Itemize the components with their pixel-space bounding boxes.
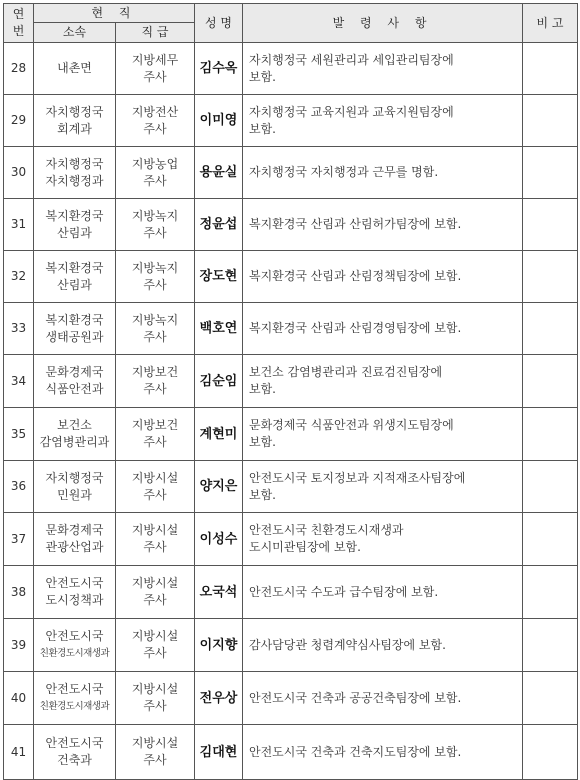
current-dept: [34, 199, 116, 251]
row-number: 37: [4, 513, 34, 566]
table-row: [4, 408, 578, 461]
dept-line: 관광산업과: [45, 540, 104, 554]
row-note: [523, 725, 578, 780]
row-note: [523, 566, 578, 619]
table-row: [4, 513, 578, 566]
appointment-order: [243, 95, 523, 147]
grade-line: 주사: [143, 121, 167, 136]
dept-line: 안전도시국: [45, 629, 104, 643]
current-dept: [34, 513, 116, 566]
current-dept: [34, 408, 116, 461]
current-dept: [34, 303, 116, 355]
row-number: 36: [4, 461, 34, 513]
order-line: 감사담당관 청렴계약심사팀장에 보함.: [249, 637, 446, 652]
personnel-table: [3, 3, 578, 780]
dept-line: 자치행정국: [45, 104, 104, 119]
grade-line: 주사: [143, 69, 167, 84]
dept-line: 보건소: [57, 418, 92, 432]
row-note: [523, 672, 578, 725]
person-name: 장도현: [195, 251, 243, 303]
order-line: 복지환경국 산림과 산림경영팀장에 보함.: [249, 321, 462, 335]
dept-line: 자치행정국: [45, 470, 104, 485]
dept-line: 자치행정국: [45, 156, 104, 171]
dept-line: 문화경제국: [45, 365, 104, 379]
appointment-order: [243, 303, 523, 355]
dept-line: 복지환경국: [45, 260, 104, 275]
person-name: 김순임: [195, 355, 243, 408]
appointment-order: [243, 199, 523, 251]
current-grade: [116, 199, 195, 251]
grade-line: 지방시설: [131, 576, 179, 590]
row-number: 39: [4, 619, 34, 672]
header-number: 연 번: [4, 4, 34, 43]
person-name: 백호연: [195, 303, 243, 355]
person-name: 정윤섭: [195, 199, 243, 251]
grade-line: 지방녹지: [131, 208, 179, 223]
row-note: [523, 513, 578, 566]
order-line: 자치행정국 교육지원과 교육지원팀장에: [249, 104, 454, 119]
appointment-order: [243, 408, 523, 461]
current-grade: [116, 408, 195, 461]
current-grade: [116, 95, 195, 147]
order-line: 안전도시국 수도과 급수팀장에 보함.: [249, 584, 439, 599]
order-line: 보함.: [249, 69, 276, 84]
current-grade: [116, 725, 195, 780]
order-line: 복지환경국 산림과 산림허가팀장에 보함.: [249, 217, 462, 231]
dept-line: 산림과: [57, 277, 92, 292]
grade-line: 지방시설: [131, 736, 179, 750]
person-name: 이지향: [195, 619, 243, 672]
row-note: [523, 95, 578, 147]
dept-line: 생태공원과: [45, 329, 104, 344]
grade-line: 주사: [143, 487, 167, 502]
current-grade: [116, 43, 195, 95]
row-number: 31: [4, 199, 34, 251]
dept-line: 건축과: [57, 753, 92, 767]
order-line: 자치행정국 세원관리과 세입관리팀장에: [249, 52, 454, 67]
appointment-order: [243, 251, 523, 303]
dept-line: 산림과: [57, 225, 92, 240]
current-grade: [116, 461, 195, 513]
grade-line: 지방시설: [131, 523, 179, 537]
dept-line: 문화경제국: [45, 523, 104, 537]
dept-line: 회계과: [57, 121, 92, 136]
current-dept: [34, 355, 116, 408]
dept-line: 자치행정과: [45, 173, 104, 188]
order-line: 도시미관팀장에 보함.: [249, 540, 361, 554]
grade-line: 지방시설: [131, 629, 179, 643]
row-number: 28: [4, 43, 34, 95]
row-number: 40: [4, 672, 34, 725]
dept-line: 안전도시국: [45, 736, 104, 750]
row-note: [523, 408, 578, 461]
row-number: 33: [4, 303, 34, 355]
dept-line: 친환경도시재생과: [39, 701, 110, 712]
table-body: [4, 43, 578, 780]
dept-line: 식품안전과: [45, 382, 104, 396]
order-line: 자치행정국 자치행정과 근무를 명함.: [249, 165, 439, 179]
grade-line: 주사: [143, 329, 167, 344]
grade-line: 주사: [143, 173, 167, 188]
person-name: 김대현: [195, 725, 243, 780]
header-current-position: 현 직: [34, 4, 195, 23]
grade-line: 주사: [143, 225, 167, 240]
table-row: [4, 251, 578, 303]
table-row: [4, 461, 578, 513]
grade-line: 지방녹지: [131, 260, 179, 275]
appointment-order: [243, 461, 523, 513]
dept-line: 친환경도시재생과: [39, 648, 110, 659]
header-grade: 직 급: [116, 23, 195, 43]
person-name: 오국석: [195, 566, 243, 619]
grade-line: 주사: [143, 699, 167, 713]
header-name: 성 명: [195, 4, 243, 43]
current-grade: [116, 672, 195, 725]
current-grade: [116, 303, 195, 355]
appointment-order: [243, 672, 523, 725]
current-dept: [34, 461, 116, 513]
row-note: [523, 461, 578, 513]
table-row: [4, 619, 578, 672]
order-line: 문화경제국 식품안전과 위생지도팀장에: [249, 418, 454, 432]
order-line: 보함.: [249, 487, 276, 502]
current-grade: [116, 355, 195, 408]
grade-line: 주사: [143, 435, 167, 449]
dept-line: 안전도시국: [45, 682, 104, 696]
table-row: [4, 303, 578, 355]
current-grade: [116, 566, 195, 619]
person-name: 계현미: [195, 408, 243, 461]
order-line: 보건소 감염병관리과 진료검진팀장에: [249, 365, 443, 379]
grade-line: 지방시설: [131, 682, 179, 696]
row-note: [523, 251, 578, 303]
person-name: 용윤실: [195, 147, 243, 199]
appointment-order: [243, 566, 523, 619]
dept-line: 도시정책과: [45, 593, 104, 607]
grade-line: 지방세무: [131, 52, 179, 67]
person-name: 이성수: [195, 513, 243, 566]
grade-line: 지방보건: [131, 418, 179, 432]
table-row: [4, 566, 578, 619]
row-number: 32: [4, 251, 34, 303]
grade-line: 지방농업: [131, 156, 179, 171]
person-name: 이미영: [195, 95, 243, 147]
grade-line: 지방녹지: [131, 312, 179, 327]
order-line: 복지환경국 산림과 산림정책팀장에 보함.: [249, 269, 462, 283]
grade-line: 주사: [143, 382, 167, 396]
current-dept: [34, 251, 116, 303]
current-dept: [34, 95, 116, 147]
dept-line: 복지환경국: [45, 312, 104, 327]
appointment-order: [243, 619, 523, 672]
grade-line: 주사: [143, 753, 167, 767]
current-dept: [34, 43, 116, 95]
appointment-order: [243, 355, 523, 408]
grade-line: 주사: [143, 593, 167, 607]
current-dept: [34, 725, 116, 780]
current-grade: [116, 251, 195, 303]
order-line: 안전도시국 건축과 공공건축팀장에 보함.: [249, 690, 462, 705]
grade-line: 지방시설: [131, 470, 179, 485]
row-number: 29: [4, 95, 34, 147]
current-dept: [34, 566, 116, 619]
appointment-order: [243, 725, 523, 780]
dept-line: 민원과: [57, 487, 92, 502]
row-note: [523, 199, 578, 251]
row-number: 34: [4, 355, 34, 408]
grade-line: 주사: [143, 277, 167, 292]
table-row: [4, 95, 578, 147]
row-note: [523, 303, 578, 355]
person-name: 양지은: [195, 461, 243, 513]
order-line: 보함.: [249, 435, 276, 449]
current-dept: [34, 147, 116, 199]
table-row: [4, 147, 578, 199]
appointment-order: [243, 43, 523, 95]
order-line: 보함.: [249, 382, 276, 396]
appointment-order: [243, 147, 523, 199]
header-note: 비 고: [523, 4, 578, 43]
row-number: 30: [4, 147, 34, 199]
row-note: [523, 355, 578, 408]
person-name: 전우상: [195, 672, 243, 725]
table-row: [4, 672, 578, 725]
current-grade: [116, 513, 195, 566]
row-number: 38: [4, 566, 34, 619]
current-grade: [116, 619, 195, 672]
row-note: [523, 43, 578, 95]
row-note: [523, 147, 578, 199]
current-dept: [34, 672, 116, 725]
dept-line: 안전도시국: [45, 576, 104, 590]
appointment-order: [243, 513, 523, 566]
order-line: 안전도시국 토지정보과 지적재조사팀장에: [249, 470, 466, 485]
current-dept: [34, 619, 116, 672]
table-row: [4, 43, 578, 95]
table-row: [4, 355, 578, 408]
grade-line: 주사: [143, 540, 167, 554]
order-line: 보함.: [249, 121, 276, 136]
dept-line: 복지환경국: [45, 208, 104, 223]
grade-line: 지방전산: [131, 104, 179, 119]
dept-line: 감염병관리과: [39, 435, 110, 449]
row-number: 35: [4, 408, 34, 461]
header-dept: 소속: [34, 23, 116, 43]
dept-line: 내촌면: [57, 61, 92, 75]
grade-line: 지방보건: [131, 365, 179, 379]
order-line: 안전도시국 건축과 건축지도팀장에 보함.: [249, 744, 462, 759]
header-order: 발 령 사 항: [243, 4, 523, 43]
person-name: 김수옥: [195, 43, 243, 95]
row-note: [523, 619, 578, 672]
current-grade: [116, 147, 195, 199]
table-row: [4, 199, 578, 251]
grade-line: 주사: [143, 646, 167, 660]
row-number: 41: [4, 725, 34, 780]
order-line: 안전도시국 친환경도시재생과: [249, 523, 404, 537]
table-row: [4, 725, 578, 780]
